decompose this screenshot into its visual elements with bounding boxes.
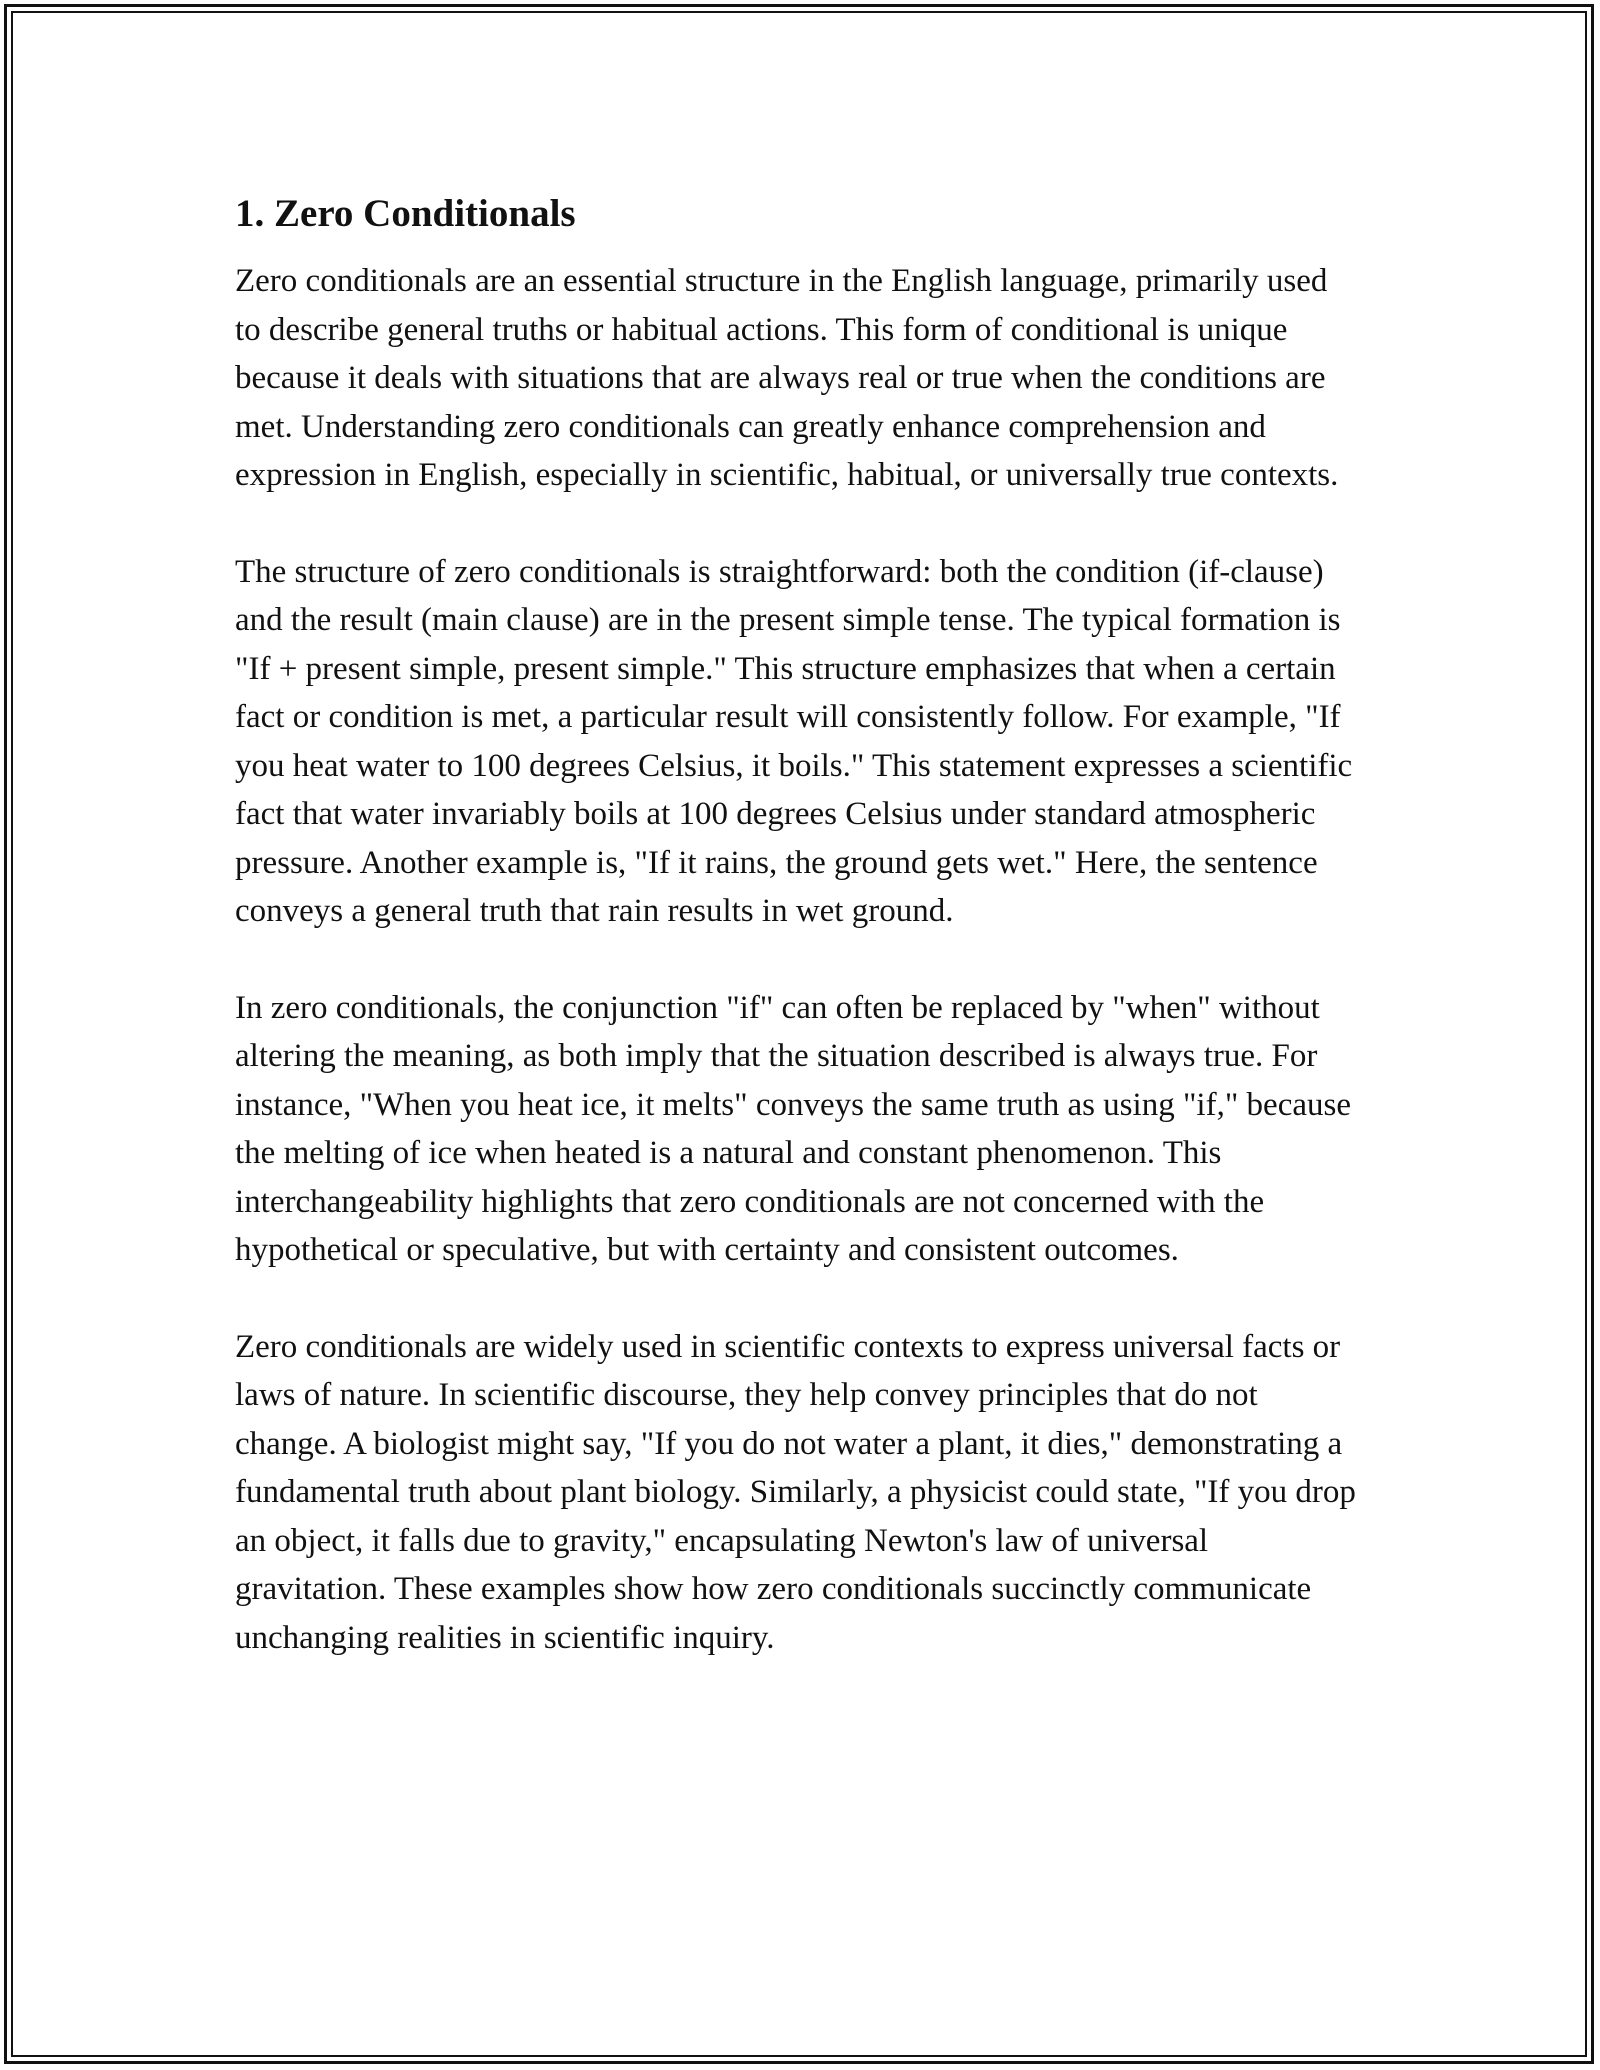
paragraph-structure: The structure of zero conditionals is straightforward: both the condition (if-clause) and the result (main clause) are in the present simple tense. The typical formation is "If + present simple, present simple." This structure emphasizes that when a certain fact or condition is met, a particular result will consistently follow. For example, "If you heat water to 100 degrees Celsius, it boils." This statement expresses a scientific fact that water invariably boils at 100 degrees Celsius under standard atmospheric pressure. Another example is, "If it rains, the ground gets wet." Here, the sentence conveys a general truth that rain results in wet ground. [235,553,1353,929]
section-heading: 1. Zero Conditionals [235,192,576,235]
document-body [235,184,1360,1662]
paragraph-introduction: Zero conditionals are an essential structure in the English language, primarily used to describe general truths or habitual actions. This form of conditional is unique because it deals with situations that are always real or true when the conditions are met. Understanding zero conditionals can greatly enhance comprehension and expression in English, especially in scientific, habitual, or universally true contexts. [235,263,1339,493]
paragraph-scientific-usage: Zero conditionals are widely used in scientific contexts to express universal facts or laws of nature. In scientific discourse, they help convey principles that do not change. A biologist might say, "If you do not water a plant, it dies," demonstrating a fundamental truth about plant biology. Similarly, a physicist could state, "If you drop an object, it falls due to gravity," encapsulating Newton's law of universal gravitation. These examples show how zero conditionals succinctly communicate unchanging realities in scientific inquiry. [235,1328,1356,1656]
paragraph-if-when: In zero conditionals, the conjunction "if" can often be replaced by "when" without altering the meaning, as both imply that the situation described is always true. For instance, "When you heat ice, it melts" conveys the same truth as using "if," because the melting of ice when heated is a natural and constant phenomenon. This interchangeability highlights that zero conditionals are not concerned with the hypothetical or speculative, but with certainty and consistent outcomes. [235,989,1351,1268]
